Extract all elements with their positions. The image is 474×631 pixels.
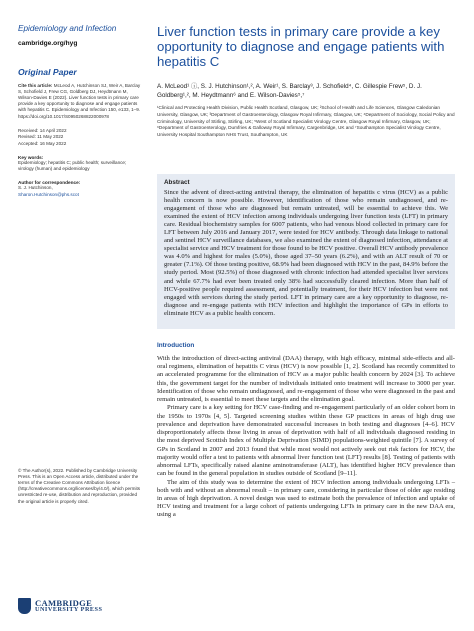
journal-name: Epidemiology and Infection	[18, 24, 117, 33]
author-list: A. McLeod¹ ⓘ, S. J. Hutchinson¹,², A. Weir¹, S. Barclay³, J. Schofield⁴, C. Gillespie Frew⁵, D. J. Goldberg¹,², M. Heydtmann⁶ and E. Wilson-Davies⁵,⁷	[157, 82, 422, 99]
intro-paragraph: With the introduction of direct-acting antiviral (DAA) therapy, with high efficacy, minimal side-effects and all-oral regimens, elimination of hepatitis C virus (HCV) is now possible [1, 2]. Scotland has recently committed to an accelerated programme for the elimination of HCV as a major public health concern by 2024 [3]. To achieve this, the government target for the number of individuals initiated onto treatment will increase to 3000 per year. Identification of those who remain undiagnosed, and re-engagement of those who were diagnosed in the past and remain untreated, is essential to meet these targets and the elimination goal.	[157, 355, 455, 404]
correspondence-name: S. J. Hutchinson,	[18, 185, 53, 191]
accepted-date: Accepted: 16 May 2022	[18, 140, 67, 146]
citation	[18, 83, 142, 120]
received-date: Received: 14 April 2022	[18, 127, 67, 133]
correspondence-email[interactable]: Sharon.Hutchinson@phs.scot	[18, 191, 79, 197]
publisher-logo	[18, 598, 102, 614]
citation-label: Cite this article:	[18, 83, 53, 88]
citation-text: McLeod A, Hutchinson SJ, Weir A, Barclay S, Schofield J, Frew CG, Goldberg DJ, Heydtmann M, Wilson-Davies E (2022). Liver function tests in primary care provide a key opportunity to diagnose and engage patients with hepatitis C. Epidemiology and Infection 150, e133, 1–9. https://doi.org/10.1017/S0950268822000978	[18, 83, 141, 119]
abstract-title: Abstract	[164, 179, 190, 186]
license-text: © The Author(s), 2022. Published by Cambridge University Press. This is an Open Access article, distributed under the terms of the Creative Commons Attribution licence (http://creativecommons.org/licenses/by/4.0/), which permits unrestricted re-use, distribution and reproduction, provided the original article is properly cited.	[18, 468, 141, 504]
abstract-box	[157, 174, 455, 329]
logo-line1: CAMBRIDGE	[35, 597, 93, 608]
keywords-label: Key words:	[18, 154, 44, 160]
journal-site-link[interactable]: cambridge.org/hyg	[18, 40, 78, 47]
article-header	[157, 24, 455, 138]
revised-date: Revised: 11 May 2022	[18, 134, 64, 140]
crest-icon	[18, 598, 31, 614]
introduction-section	[157, 342, 455, 520]
keywords: Epidemiology; hepatitis C; public health; surveillance; virology (human) and epidemiology	[18, 159, 127, 172]
affiliations: ¹Clinical and Protecting Health Division, Public Health Scotland, Glasgow, UK; ²School of Health and Life Sciences, Glasgow Caledonian University, Glasgow, UK; ³Department of Gastroenterology, Glasgow Royal Infirmary, Glasgow, UK; ⁴Department of Sociology, Social Policy and Criminology, University of Stirling, Stirling, UK; ⁵West of Scotland Specialist Virology Centre, Glasgow Royal Infirmary, Glasgow, UK; ⁶Department of Gastroenterology, Dumfries & Galloway Royal Infirmary, Cargenbridge, UK and ⁷Southampton Specialist Virology Centre, University Hospital Southampton NHS Trust, Southampton, UK	[157, 105, 455, 137]
correspondence-label: Author for correspondence:	[18, 180, 81, 186]
article-title: Liver function tests in primary care provide a key opportunity to diagnose and engage patients with hepatitis C	[157, 24, 445, 70]
introduction-heading: Introduction	[157, 342, 195, 349]
abstract-text: Since the advent of direct-acting antiviral therapy, the elimination of hepatitis c virus (HCV) as a public health concern is now possible. However, identification of those who remain undiagnosed, and re-engagement of those who are diagnosed but remain untreated, will be essential to achieve this. We examined the extent of HCV infection among individuals undergoing liver function tests (LFT) in primary care. Residual biochemistry samples for 6007 patients, who had venous blood collected in primary care for LFT between July 2016 and January 2017, were tested for HCV antibody. Through data linkage to national and sentinel HCV surveillance databases, we also examined the extent of diagnosed infection, attendance at specialist service and HCV treatment for those found to be HCV positive. Overall HCV antibody prevalence was 4.0% and highest for males (5.0%), those aged 37–50 years (6.2%), and with an ALT result of 70 or greater (7.1%). Of those testing positive, 68.9% had been diagnosed with HCV in the past, 84.9% before the study period. Most (92.5%) of those diagnosed with chronic infection had attended specialist liver services and while 67.7% had ever been treated only 38% had successfully cleared infection. More than half of HCV-positive people required assessment, and potentially treatment, for their HCV infection but were not engaged with services during the study period. LFT in primary care are a key opportunity to diagnose, re-diagnose and re-engage patients with HCV infection and highlight the importance of GPs in efforts to eliminate HCV as a public health concern.	[164, 189, 448, 317]
correspondence-block	[18, 192, 142, 198]
dates-block	[18, 128, 142, 147]
article-type: Original Paper	[18, 67, 77, 77]
logo-line2: UNIVERSITY PRESS	[35, 606, 103, 614]
intro-paragraph: Primary care is a key setting for HCV case-finding and re-engagement particularly of an older cohort born in the 1950s to 1970s [4, 5]. Targeted screening studies within these GP practices in areas of high drug use prevalence and deprivation have demonstrated successful increases in both testing and diagnoses [4–6]. HCV disproportionately affects those living in areas of deprivation with half of all individuals diagnosed residing in the most deprived Scottish Index of Multiple Deprivation (SIMD) populations-weighted quintile [7]. A survey of GPs in Scotland in 2007 and 2013 found that while most would not actively seek out risk factors for HCV, the majority would offer a test to patients with abnormal liver function test (LFT) results [8]. Testing of patients with abnormal LFTs, specifically raised alanine aminotransferase (ALT), has identified higher HCV prevalence than can be found in the general population in studies outside of Scotland [9–11].	[157, 404, 455, 478]
sidebar	[18, 24, 142, 198]
intro-paragraph: The aim of this study was to determine the extent of HCV infection among individuals undergoing LFTs – both with and without an abnormal result – in primary care, considering in particular those of older age residing in areas of high deprivation. A novel design was used to estimate both the prevalence of infection and uptake of HCV testing and treatment for a large cohort of patients undergoing LFTs in primary care in the new DAA era, using a	[157, 478, 455, 519]
